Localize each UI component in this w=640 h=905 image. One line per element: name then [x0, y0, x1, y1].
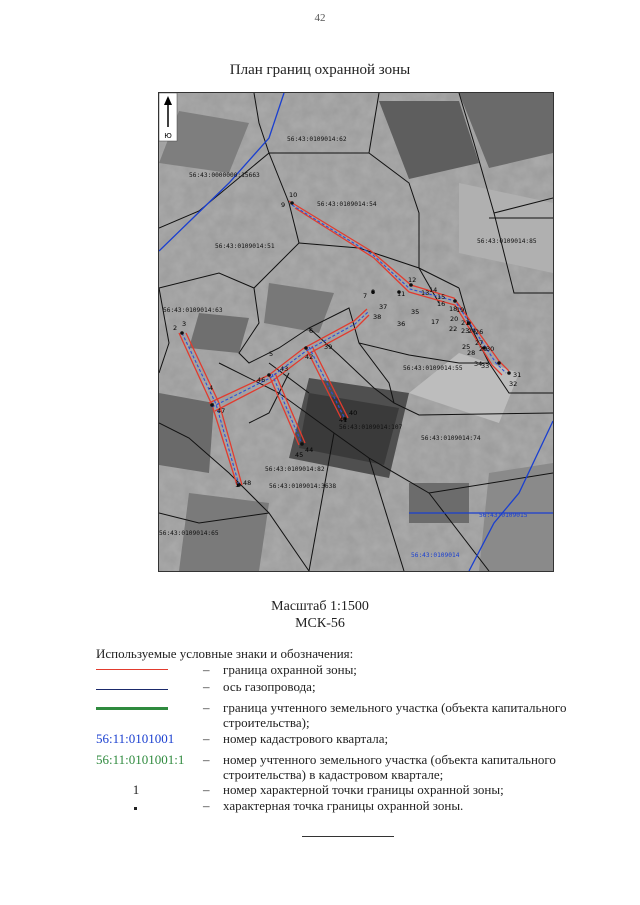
point-label: 11	[397, 290, 406, 298]
scale-label: Масштаб 1:1500	[271, 599, 369, 614]
point-label: 37	[379, 303, 388, 311]
closing-rule	[302, 836, 394, 837]
point-label: 27	[475, 339, 484, 347]
point-label: 15	[437, 293, 446, 301]
legend-dash: –	[203, 679, 210, 694]
point-number-sample: 1	[132, 782, 140, 797]
legend-dash: –	[203, 700, 210, 715]
legend-title: Используемые условные знаки и обозначения:	[96, 646, 354, 661]
boundary-map	[158, 92, 554, 572]
point-label: 5	[269, 350, 274, 358]
gas-axis-symbol	[96, 689, 168, 690]
legend-dash: –	[203, 731, 210, 746]
point-label: 3	[182, 320, 187, 328]
point-label: 1	[235, 481, 240, 489]
zone-border-symbol	[96, 669, 168, 670]
point-label: 44	[305, 446, 314, 454]
point-label: 14	[429, 286, 438, 294]
point-label: 39	[324, 343, 333, 351]
point-label: 28	[467, 349, 476, 357]
point-label: 4	[209, 384, 214, 392]
point-label: 43	[280, 365, 289, 373]
legend-dash: –	[203, 662, 210, 677]
legend-dash: –	[203, 798, 210, 813]
point-label: 35	[411, 308, 420, 316]
point-label: 10	[289, 191, 298, 199]
point-label: 47	[217, 407, 226, 415]
cadastral-label: 56:43:0109014:3638	[269, 483, 337, 490]
legend-text: ось газопровода;	[223, 679, 316, 694]
legend-text: номер характерной точки границы охранной зоны;	[223, 782, 504, 797]
legend-text: номер учтенного земельного участка (объекта капитального строительства) в кадастровом квартале;	[223, 752, 556, 782]
point-label: 24	[468, 327, 477, 335]
parcel-border-symbol	[96, 707, 168, 710]
cadastral-label: 56:43:0109014:51	[215, 243, 275, 250]
page-number: 42	[314, 12, 326, 24]
point-label: 12	[408, 276, 417, 284]
legend-text: граница охранной зоны;	[223, 662, 357, 677]
cadastral-block-label: 56:43:0109015	[479, 512, 528, 519]
cadastral-label: 56:43:0109014:62	[287, 136, 347, 143]
point-label: 46	[257, 376, 266, 384]
point-label: 2	[173, 324, 178, 332]
point-label: 7	[363, 292, 368, 300]
point-label: 16	[437, 300, 446, 308]
point-label: 26	[475, 328, 484, 336]
point-label: 32	[509, 380, 518, 388]
page-title: План границ охранной зоны	[229, 62, 411, 78]
cadastral-label: 56:43:0000000:15663	[189, 172, 260, 179]
point-label: 45	[295, 451, 304, 459]
point-dot-symbol	[134, 807, 137, 810]
cadastral-label: 56:43:0109014:74	[421, 435, 481, 442]
point-label: 42	[305, 353, 314, 361]
point-label: 6	[309, 327, 314, 335]
point-label: 48	[243, 479, 252, 487]
crs-label: МСК-56	[295, 616, 345, 631]
cadastral-label: 56:43:0109014:82	[265, 466, 325, 473]
north-arrow	[159, 93, 177, 141]
parcel-number-sample: 56:11:0101001:1	[96, 752, 185, 767]
point-label: 29	[479, 345, 488, 353]
legend-text: граница учтенного земельного участка (объекта капитального строительства);	[223, 700, 567, 730]
point-label: 18	[449, 305, 458, 313]
point-label: 25	[462, 343, 471, 351]
legend-text: номер кадастрового квартала;	[223, 731, 389, 746]
point-label: 30	[486, 345, 495, 353]
cadastral-label: 56:43:0109014:85	[477, 238, 537, 245]
legend-text: характерная точка границы охранной зоны.	[223, 798, 464, 813]
point-label: 33	[481, 362, 490, 370]
point-label: 34	[474, 360, 483, 368]
point-label: 31	[513, 371, 522, 379]
point-label: 23	[461, 327, 470, 335]
cadastral-label: 56:43:0109014:65	[159, 530, 219, 537]
legend-dash: –	[203, 752, 210, 767]
point-label: 20	[450, 315, 459, 323]
point-label: 8	[371, 288, 376, 296]
point-label: 40	[349, 409, 358, 417]
point-label: 17	[431, 318, 440, 326]
cadastral-label: 56:43:0109014:63	[163, 307, 223, 314]
point-label: 36	[397, 320, 406, 328]
cadastral-label: 56:43:0109014:55	[403, 365, 463, 372]
scale-block	[0, 598, 640, 632]
point-label: 41	[339, 416, 348, 424]
point-label: 22	[449, 325, 458, 333]
point-label: 38	[373, 313, 382, 321]
point-label: 19	[456, 306, 465, 314]
point-label: 9	[281, 201, 286, 209]
point-label: 13	[421, 289, 430, 297]
cadastral-label: 56:43:0109014:107	[339, 424, 403, 431]
legend-dash: –	[203, 782, 210, 797]
cadastral-block-sample: 56:11:0101001	[96, 731, 175, 746]
point-label: 21	[461, 319, 470, 327]
cadastral-block-label: 56:43:0109014	[411, 552, 460, 559]
cadastral-label: 56:43:0109014:54	[317, 201, 377, 208]
north-label: Ю	[164, 132, 172, 140]
